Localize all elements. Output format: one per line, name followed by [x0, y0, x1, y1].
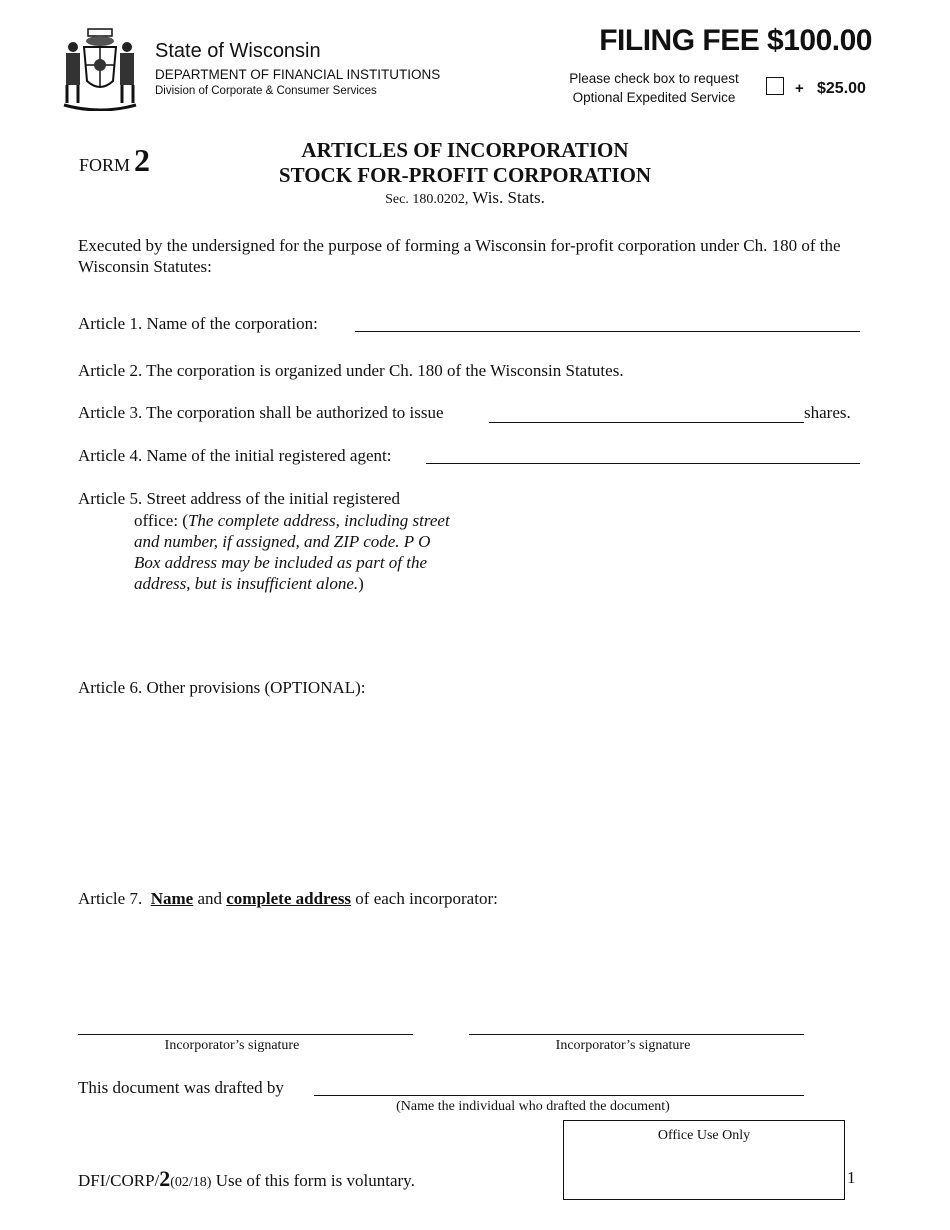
article-5-office: office: (	[134, 511, 188, 530]
shares-suffix: shares.	[804, 403, 851, 422]
form-code-number: 2	[159, 1166, 171, 1191]
article-7-suffix: of each incorporator:	[355, 889, 498, 908]
expedite-plus: +	[795, 80, 804, 97]
article-5-instructions	[134, 510, 452, 594]
statute-section: Sec. 180.0202,	[385, 192, 469, 207]
article-4-label: Article 4. Name of the initial registered agent:	[78, 446, 392, 465]
filing-fee: FILING FEE $100.00	[599, 24, 872, 57]
article-7-prefix: Article 7.	[78, 889, 143, 908]
drafted-by-hint: (Name the individual who drafted the document)	[396, 1099, 670, 1114]
article-2-text: Article 2. The corporation is organized under Ch. 180 of the Wisconsin Statutes.	[78, 361, 624, 380]
registered-agent-field[interactable]	[426, 463, 860, 464]
signature-caption-1: Incorporator’s signature	[164, 1038, 300, 1053]
statute-reference	[190, 188, 740, 208]
expedite-note	[556, 69, 752, 107]
page-number: 1	[847, 1168, 856, 1187]
title-line2: STOCK FOR-PROFIT CORPORATION	[278, 163, 652, 187]
expedite-note-line2: Optional Expedited Service	[572, 90, 736, 105]
drafted-by-label: This document was drafted by	[78, 1078, 284, 1097]
expedite-fee: $25.00	[817, 80, 866, 97]
form-label	[79, 142, 150, 179]
article-7-label	[78, 888, 498, 909]
form-title	[190, 138, 740, 188]
signature-line-1[interactable]	[78, 1034, 413, 1035]
department-name: DEPARTMENT OF FINANCIAL INSTITUTIONS	[155, 67, 441, 82]
article-7-and: and	[197, 889, 222, 908]
article-6-label: Article 6. Other provisions (OPTIONAL):	[78, 678, 366, 697]
registered-office-field[interactable]	[470, 490, 860, 620]
article-5-italic: The complete address, including street and number, if assigned, and ZIP code. P O Box address may be included as part of the address, but is insufficient alone.	[134, 511, 450, 593]
article-5-close: )	[358, 574, 364, 593]
expedite-note-line1: Please check box to request	[569, 71, 739, 86]
state-name: State of Wisconsin	[155, 40, 321, 62]
form-code-date: (02/18)	[170, 1175, 212, 1190]
corporation-name-field[interactable]	[355, 331, 860, 332]
expedite-checkbox[interactable]	[766, 77, 784, 95]
form-code-prefix: DFI/CORP/	[78, 1171, 160, 1190]
signature-caption-2: Incorporator’s signature	[555, 1038, 691, 1053]
article-1-label: Article 1. Name of the corporation:	[78, 314, 318, 333]
form-word: FORM	[79, 155, 131, 175]
form-code	[78, 1166, 415, 1192]
signature-line-2[interactable]	[469, 1034, 804, 1035]
drafted-by-field[interactable]	[314, 1095, 804, 1096]
title-line1: ARTICLES OF INCORPORATION	[301, 138, 629, 162]
article-7-name: Name	[150, 889, 194, 908]
division-name: Division of Corporate & Consumer Services	[155, 85, 377, 97]
voluntary-note: Use of this form is voluntary.	[215, 1171, 415, 1190]
article-7-address: complete address	[226, 889, 352, 908]
office-use-label: Office Use Only	[657, 1128, 751, 1143]
article-3-label: Article 3. The corporation shall be authorized to issue	[78, 403, 444, 422]
other-provisions-field[interactable]	[78, 705, 860, 865]
authorized-shares-field[interactable]	[489, 422, 804, 423]
statute-name: Wis. Stats.	[472, 188, 545, 207]
article-5-label: Article 5. Street address of the initial registered	[78, 489, 400, 508]
incorporators-field[interactable]	[78, 915, 860, 1015]
form-number: 2	[134, 142, 151, 178]
intro-paragraph: Executed by the undersigned for the purpose of forming a Wisconsin for-profit corporation under Ch. 180 of the Wisconsin Statutes:	[78, 236, 841, 276]
state-seal	[58, 27, 142, 111]
office-use-box	[563, 1120, 845, 1200]
